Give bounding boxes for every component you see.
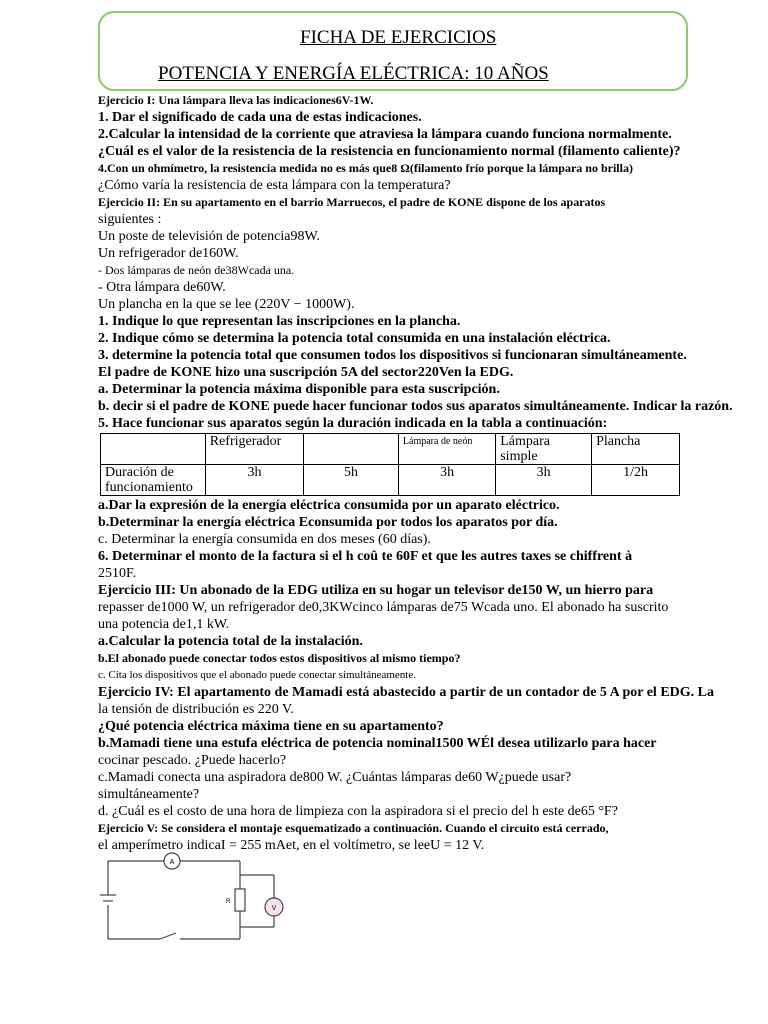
text-line: c. Determinar la energía consumida en dos meses (60 días). [98, 532, 431, 547]
text-line: Ejercicio V: Se considera el montaje esquematizado a continuación. Cuando el circuito está cerrado, [98, 821, 609, 835]
text-line: 3. determine la potencia total que consumen todos los dispositivos si funcionaran simultáneamente. [98, 348, 687, 363]
table-header-cell [304, 434, 399, 465]
text-line: b.Mamadi tiene una estufa eléctrica de potencia nominal1500 WÉl desea utilizarlo para hacer [98, 736, 657, 751]
resistor-label: R [226, 899, 231, 905]
page-title: FICHA DE EJERCICIOS [300, 27, 497, 48]
text-line: d. ¿Cuál es el costo de una hora de limpieza con la aspiradora si el precio del h este de65 °F? [98, 804, 618, 819]
text-line: - Otra lámpara de60W. [98, 280, 226, 295]
text-line: a.Calcular la potencia total de la instalación. [98, 634, 363, 649]
circuit-diagram [98, 835, 318, 947]
table-cell: 3h [496, 465, 592, 496]
text-line: Un refrigerador de160W. [98, 246, 239, 261]
table-row [101, 465, 680, 496]
voltmeter-icon [265, 898, 283, 916]
text-line: ¿Qué potencia eléctrica máxima tiene en su apartamento? [98, 719, 444, 734]
exercise-lines-1 [98, 92, 748, 432]
table-cell: 3h [205, 465, 303, 496]
text-line: 5. Hace funcionar sus aparatos según la duración indicada en la tabla a continuación: [98, 416, 608, 431]
text-line: Ejercicio I: Una lámpara lleva las indicaciones6V-1W. [98, 93, 374, 107]
text-line: c.Mamadi conecta una aspiradora de800 W. ¿Cuántas lámparas de60 W¿puede usar? [98, 770, 572, 785]
ammeter-icon [164, 853, 180, 869]
table-row-label: Duración de funcionamiento [101, 465, 206, 496]
table-header-cell: Lámpara simple [496, 434, 592, 465]
text-line: 2.Calcular la intensidad de la corriente que atraviesa la lámpara cuando funciona normalmente. [98, 127, 672, 142]
table-cell: 1/2h [592, 465, 680, 496]
text-line: 2. Indique cómo se determina la potencia total consumida en una instalación eléctrica. [98, 331, 611, 346]
text-line: b. decir si el padre de KONE puede hacer funcionar todos sus aparatos simultáneamente. Indicar la razón. [98, 399, 733, 414]
text-line: siguientes : [98, 212, 162, 227]
text-line: 1. Indique lo que representan las inscripciones en la plancha. [98, 314, 461, 329]
text-line: el amperímetro indicaI = 255 mAet, en el voltímetro, se leeU = 12 V. [98, 838, 485, 853]
text-line: Un plancha en la que se lee (220V − 1000W). [98, 297, 355, 312]
header-box [98, 11, 688, 91]
text-line: ¿Cómo varía la resistencia de esta lámpara con la temperatura? [98, 178, 451, 193]
exercise-lines-2 [98, 497, 748, 854]
text-line: - Dos lámparas de neón de38Wcada una. [98, 263, 295, 277]
voltmeter-label: V [271, 905, 277, 912]
text-line: El padre de KONE hizo una suscripción 5A del sector220Ven la EDG. [98, 365, 514, 380]
text-line: 1. Dar el significado de cada una de estas indicaciones. [98, 110, 422, 125]
table-header-cell: Plancha [592, 434, 680, 465]
text-line: repasser de1000 W, un refrigerador de0,3KWcinco lámparas de75 Wcada uno. El abonado ha suscrito [98, 600, 669, 615]
table-cell: 5h [304, 465, 399, 496]
text-line: Ejercicio III: Un abonado de la EDG utiliza en su hogar un televisor de150 W, un hierro para [98, 583, 654, 598]
text-line: ¿Cuál es el valor de la resistencia de la resistencia en funcionamiento normal (filamento caliente)? [98, 144, 681, 159]
duration-table [100, 433, 680, 496]
exercise-content [98, 92, 748, 854]
table-header-row [101, 434, 680, 465]
ammeter-label: A [169, 859, 175, 866]
text-line: cocinar pescado. ¿Puede hacerlo? [98, 753, 287, 768]
text-line: Ejercicio IV: El apartamento de Mamadi está abastecido a partir de un contador de 5 A por el EDG. La [98, 685, 714, 700]
text-line: 2510F. [98, 566, 137, 581]
text-line: a.Dar la expresión de la energía eléctrica consumida por un aparato eléctrico. [98, 498, 560, 513]
text-line: 6. Determinar el monto de la factura si el h coû te 60F et que les autres taxes se chiffrent à [98, 549, 633, 564]
text-line: a. Determinar la potencia máxima disponible para esta suscripción. [98, 382, 500, 397]
table-cell: 3h [398, 465, 495, 496]
table-header-cell [101, 434, 206, 465]
text-line: la tensión de distribución es 220 V. [98, 702, 294, 717]
text-line: 4.Con un ohmímetro, la resistencia medida no es más que8 Ω(filamento frío porque la lámpara no brilla) [98, 161, 633, 175]
text-line: b.El abonado puede conectar todos estos dispositivos al mismo tiempo? [98, 651, 461, 665]
text-line: una potencia de1,1 kW. [98, 617, 230, 632]
table-header-cell: Lámpara de neón [398, 434, 495, 465]
text-line: b.Determinar la energía eléctrica Econsumida por todos los aparatos por día. [98, 515, 558, 530]
page-subtitle: POTENCIA Y ENERGÍA ELÉCTRICA: 10 AÑOS [158, 63, 549, 84]
table-header-cell: Refrigerador [205, 434, 303, 465]
text-line: Ejercicio II: En su apartamento en el barrio Marruecos, el padre de KONE dispone de los aparatos [98, 195, 606, 209]
text-line: Un poste de televisión de potencia98W. [98, 229, 320, 244]
text-line: simultáneamente? [98, 787, 200, 802]
text-line: c. Cita los dispositivos que el abonado puede conectar simultáneamente. [98, 669, 416, 681]
